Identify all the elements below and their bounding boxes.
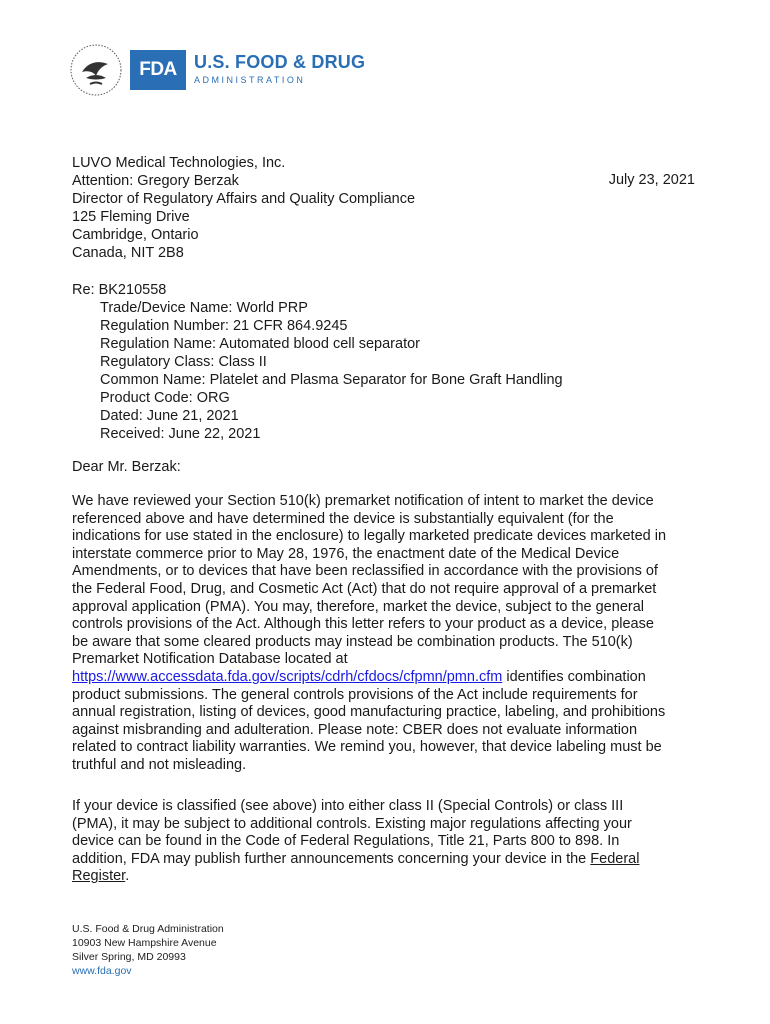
re-item: Dated: June 21, 2021	[100, 408, 239, 424]
text-line: against misbranding and adulteration. Please note: CBER does not evaluate information	[72, 721, 638, 738]
text-segment: addition, FDA may publish further announcements concerning your device in the	[72, 850, 587, 867]
re-block	[72, 281, 563, 442]
pmn-database-link[interactable]: https://www.accessdata.fda.gov/scripts/cdrh/cfdocs/cfpmn/pmn.cfm	[72, 668, 503, 685]
recipient-attention: Attention: Gregory Berzak	[72, 173, 239, 189]
agency-subtitle: ADMINISTRATION	[194, 75, 306, 85]
hhs-seal-icon	[68, 42, 124, 98]
text-line: Amendments, or to devices that have been reclassified in accordance with the provisions of	[72, 563, 658, 580]
re-item: Regulatory Class: Class II	[100, 354, 267, 370]
footer-line: 10903 New Hampshire Avenue	[72, 937, 217, 949]
fda-logo	[68, 42, 366, 98]
recipient-company: LUVO Medical Technologies, Inc.	[72, 155, 286, 171]
text-line: truthful and not misleading.	[72, 756, 247, 773]
recipient-address	[72, 154, 415, 262]
text-line-register	[72, 868, 697, 886]
re-item: Regulation Number: 21 CFR 864.9245	[100, 318, 348, 334]
text-line: interstate commerce prior to May 28, 1976, the enactment date of the Medical Device	[72, 545, 620, 562]
re-item: Trade/Device Name: World PRP	[100, 300, 308, 316]
re-item: Regulation Name: Automated blood cell separator	[100, 336, 420, 352]
text-line: If your device is classified (see above) into either class II (Special Controls) or class III	[72, 798, 624, 814]
recipient-street: 125 Fleming Drive	[72, 209, 190, 225]
text-line: referenced above and have determined the device is substantially equivalent (for the	[72, 510, 614, 527]
federal-register-ref: Register	[72, 868, 126, 885]
link-suffix: identifies combination	[502, 668, 646, 685]
footer-address	[72, 922, 224, 978]
salutation: Dear Mr. Berzak:	[72, 459, 181, 475]
recipient-country: Canada, NIT 2B8	[72, 245, 184, 261]
re-item: Product Code: ORG	[100, 390, 230, 406]
re-line: Re: BK210558	[72, 282, 167, 298]
paragraph-1	[72, 493, 697, 775]
recipient-city: Cambridge, Ontario	[72, 227, 199, 243]
text-line: related to contract liability warranties. We remind you, however, that device labeling must be	[72, 739, 662, 756]
re-items	[100, 299, 563, 442]
text-line: the Federal Food, Drug, and Cosmetic Act (Act) that do not require approval of a premarket	[72, 580, 657, 597]
text-line: approval application (PMA). You may, therefore, market the device, subject to the general	[72, 598, 644, 615]
recipient-title: Director of Regulatory Affairs and Quality Compliance	[72, 191, 416, 207]
footer-line: U.S. Food & Drug Administration	[72, 923, 224, 935]
text-line: product submissions. The general controls provisions of the Act include requirements for	[72, 686, 638, 703]
text-line: be aware that some cleared products may instead be combination products. The 510(k)	[72, 633, 633, 650]
re-item: Received: June 22, 2021	[100, 426, 261, 442]
text-line: device can be found in the Code of Federal Regulations, Title 21, Parts 800 to 898. In	[72, 833, 620, 850]
text-line-federal	[72, 851, 697, 869]
text-line-with-link	[72, 669, 697, 687]
text-line: indications for use stated in the enclosure) to legally marketed predicate devices marketed in	[72, 528, 667, 545]
text-line: annual registration, listing of devices, good manufacturing practice, labeling, and prohibitions	[72, 704, 666, 721]
fda-logo-mark: FDA	[130, 50, 186, 90]
text-line: Premarket Notification Database located at	[72, 651, 348, 668]
re-item: Common Name: Platelet and Plasma Separator for Bone Graft Handling	[100, 372, 563, 388]
text-line: We have reviewed your Section 510(k) premarket notification of intent to market the device	[72, 493, 654, 509]
agency-name: U.S. FOOD & DRUG	[194, 52, 366, 72]
federal-register-ref: Federal	[590, 850, 640, 867]
text-line: controls provisions of the Act. Although this letter refers to your product as a device, please	[72, 616, 654, 633]
paragraph-2	[72, 798, 697, 886]
sentence-end: .	[125, 868, 130, 885]
text-line: (PMA), it may be subject to additional controls. Existing major regulations affecting your	[72, 815, 632, 832]
letter-date: July 23, 2021	[608, 172, 695, 188]
footer-line: Silver Spring, MD 20993	[72, 951, 186, 963]
footer-website[interactable]: www.fda.gov	[72, 965, 132, 977]
